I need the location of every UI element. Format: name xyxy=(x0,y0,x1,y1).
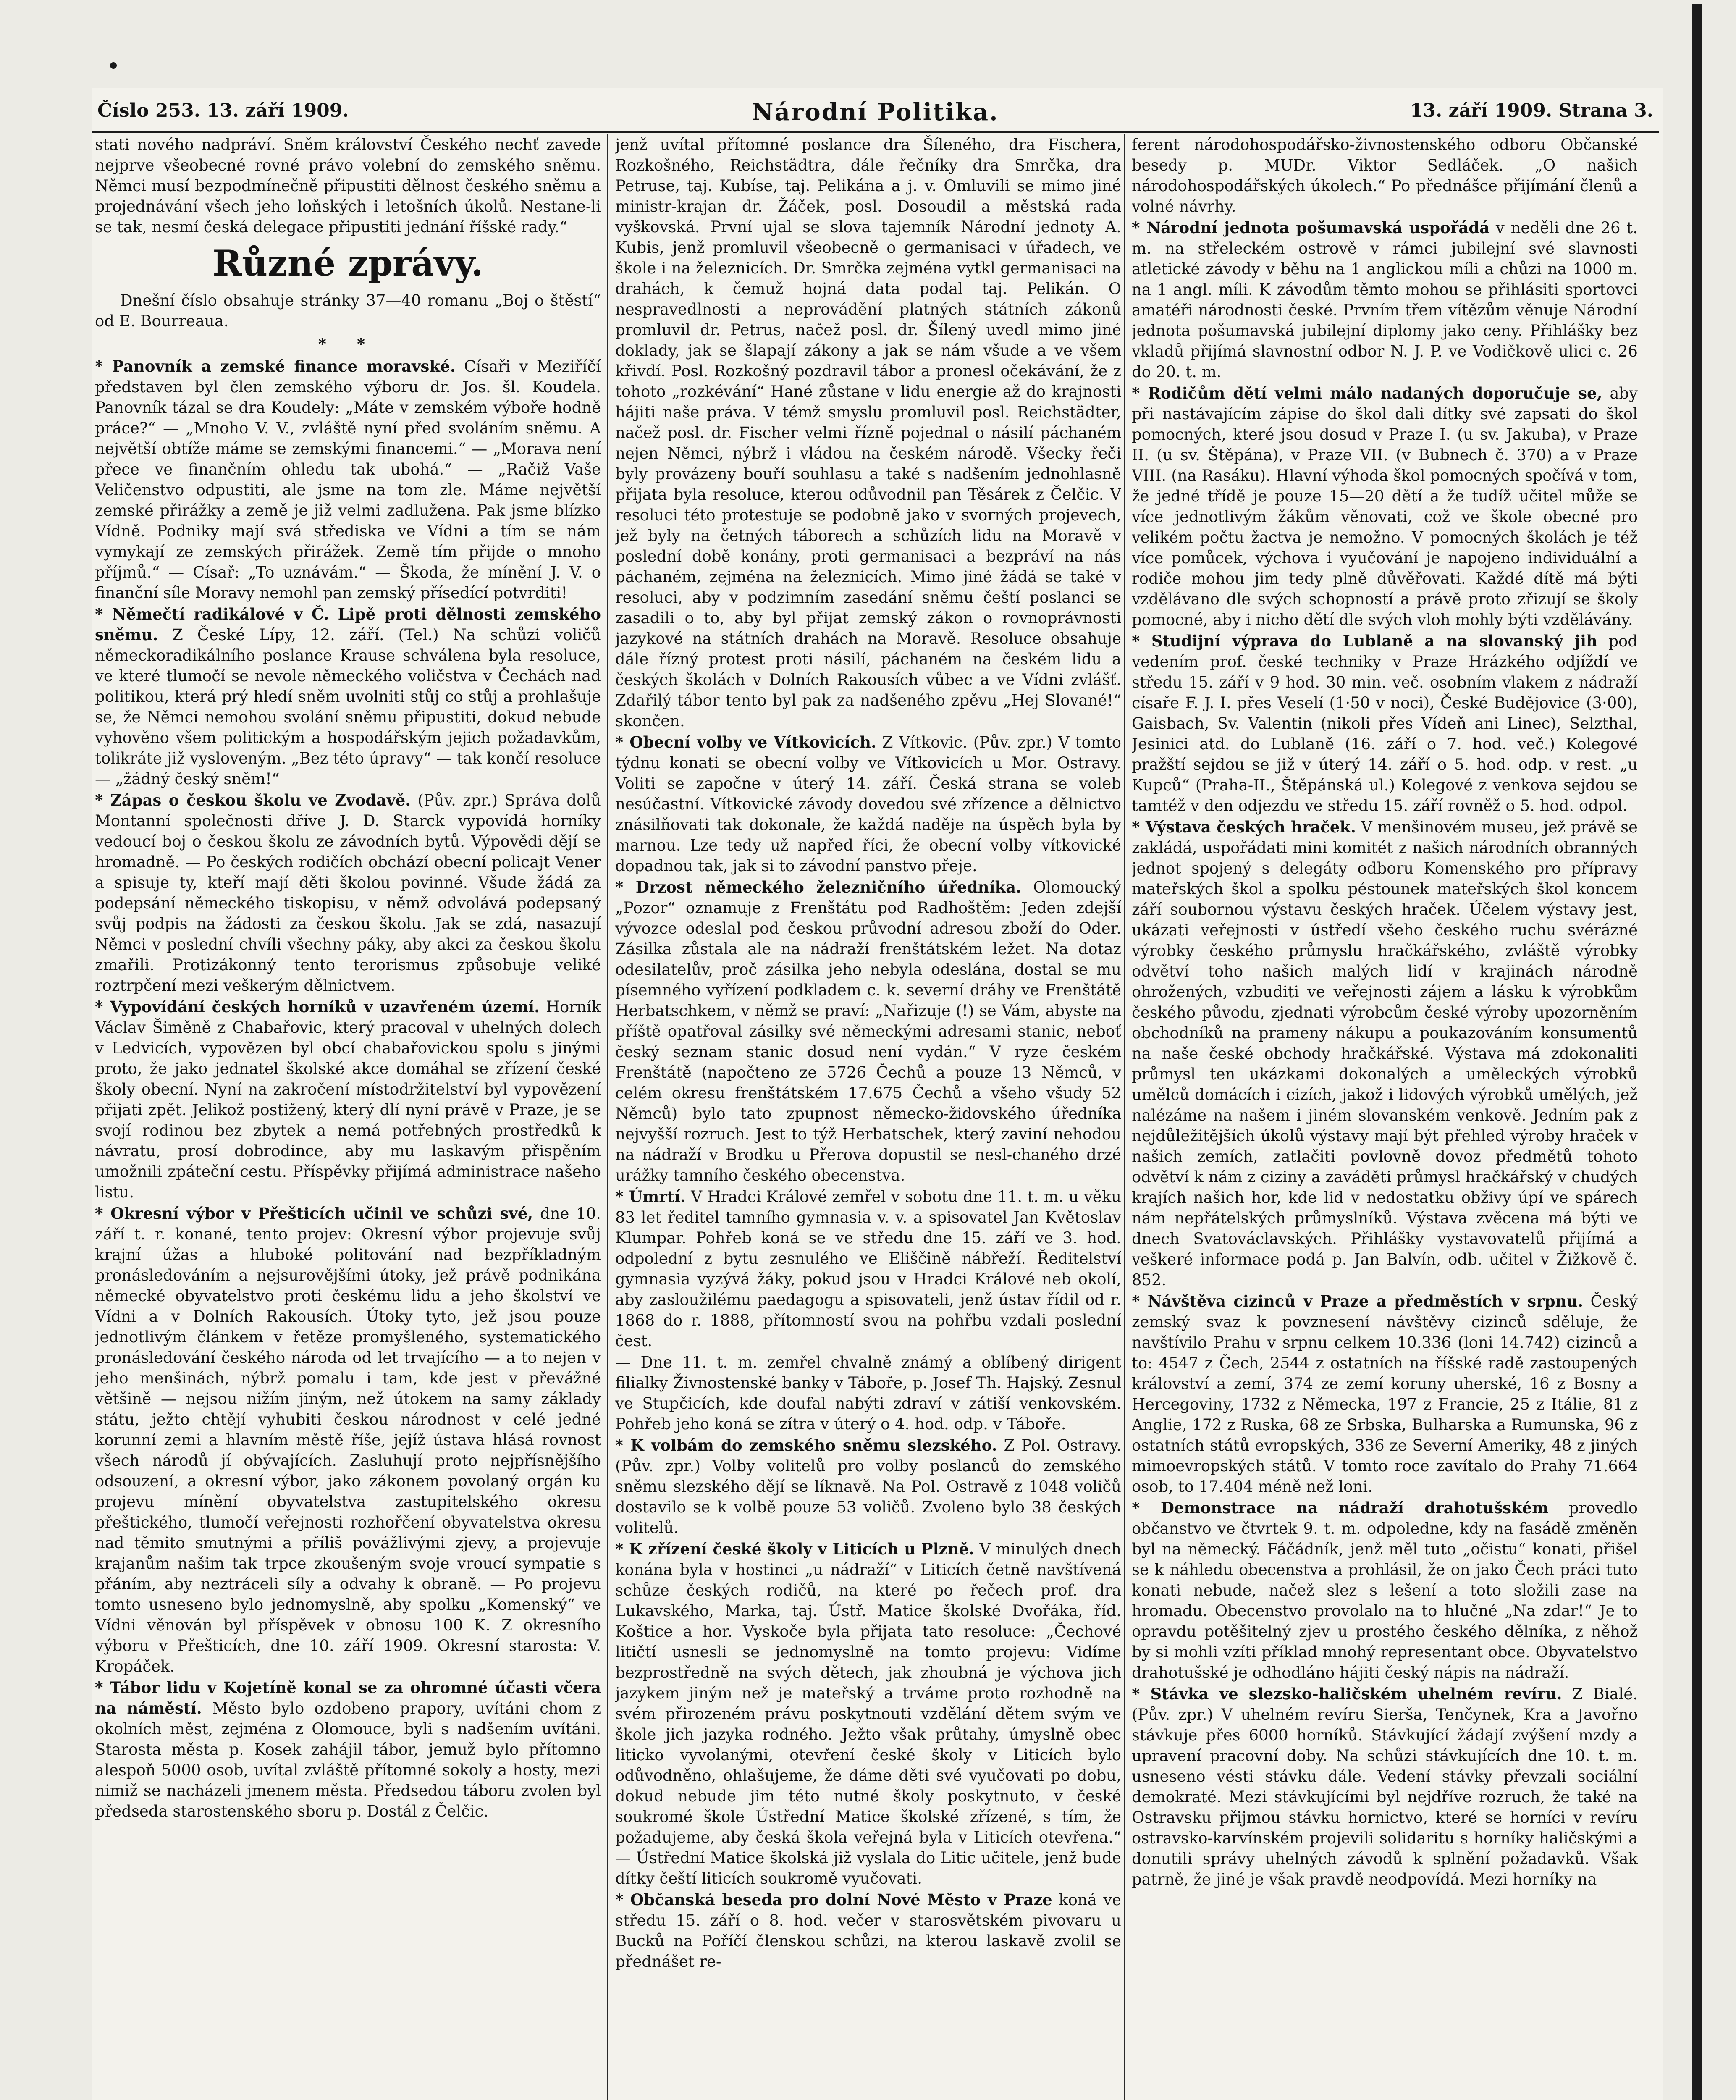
news-item xyxy=(95,1203,601,1677)
news-headline: * Němečtí radikálové v Č. Lipě proti dělnosti zemského sněmu. xyxy=(95,605,601,644)
news-headline: * Demonstrace na nádraží drahotušském xyxy=(1132,1499,1549,1517)
news-body: Císaři v Meziříčí představen byl člen zemského výboru dr. Jos. šl. Koudela. Panovník tázal se dra Koudely: „Máte v zemském výboře hodně práce?“ — „Mnoho V. V., zvláště nyní před svoláním sněmu. A největší obtíže máme se zemskými financemi.“ — „Morava není přece ve finančním ohledu tak ubohá.“ — „Račiž Vaše Veličenstvo odpustiti, ale jsme na tom zle. Máme největší zemské přirážky a země je již velmi zadlužena. Pak jsme blízko Vídně. Podniky mají svá střediska ve Vídni a tím se nám vymykají ze zemských přirážek. Země tím přijde o mnoho příjmů.“ — Císař: „To uznávám.“ — Škoda, že mínění J. V. o finanční síle Moravy nemohl pan zemský přísedící potvrditi! xyxy=(95,357,601,602)
column-2 xyxy=(615,134,1121,2100)
news-headline: * Vypovídání českých horníků v uzavřeném území. xyxy=(95,998,540,1016)
news-body: Olomoucký „Pozor“ oznamuje z Frenštátu pod Radhoštěm: Jeden zdejší vývozce odeslal pod českou průvodní adresou zboží do Oder. Zásilka zůstala ale na nádraží frenštátském ležet. Na dotaz odesilatelův, proč zásilka jeho nebyla odeslána, dostal se mu písemného vyřízení podkladem c. k. severní dráhy ve Frenštátě Herbatschkem, v němž se praví: „Nařizuje (!) se Vám, abyste na příště opatřoval zásilky své německými adresami stanic, neboť český seznam stanic dosud není vydán.“ V ryze českém Frenštátě (napočteno ze 5726 Čechů a pouze 13 Němců, v celém okresu frenštátském 17.675 Čechů a všeho všudy 52 Němců) bylo tato zpupnost německo-židovského úředníka nejvyšší rozruch. Jest to týž Herbatschek, který zaviní nehodou na nádraží v Brodku u Přerova dopustil se nesl-chaného drzé urážky tamního českého obecenstva. xyxy=(615,878,1121,1184)
news-body: v neděli dne 26 t. m. na střeleckém ostrově v rámci jubilejní své slavnosti atletické závody v běhu na 1 anglickou míli a chůzi na 1000 m. na 1 angl. míli. K závodům těmto mohou se přihlásiti sportovci amatéři národnosti české. Prvním třem vítězům věnuje Národní jednota pošumavská jubilejní diplomy jako ceny. Přihlášky bez vkladů přijímá slavnostní odbor N. J. P. ve Vodičkově ulici c. 26 do 20. t. m. xyxy=(1132,219,1638,381)
news-body: aby při nastávajícím zápise do škol dali dítky své zapsati do škol pomocných, které jsou dosud v Praze I. (u sv. Jakuba), v Praze II. (u sv. Štěpána), v Praze VII. (v Bubnech č. 370) a v Praze VIII. (na Rasáku). Hlavní výhoda škol pomocných spočívá v tom, že jedné třídě je pouze 15—20 dětí a že tudíž učitel může se více jednotlivým žákům věnovati, což ve škole obecné pro velikém počtu žactva je nemožno. V pomocných školách je též více pomůcek, výchova i vyučování je napojeno individuální a rodiče mohou jim tedy plně důvěřovati. Každé dítě má býti vzdělávano dle svých schopností a právě proto zřizují se školy pomocné, aby i nicho dětí dle svých vloh mohly býti vzdělávány. xyxy=(1132,384,1638,629)
article-continuation: stati nového nadpráví. Sněm království Českého nechť zavede nejprve všeobecné rovné právo volební do zemského sněmu. Němci musí bezpodmínečně připustiti dělnost českého sněmu a projednávání všech jeho loňských i letošních úkolů. Nestane-li se tak, nesmí česká delegace připustiti jednání říšské rady.“ xyxy=(95,136,601,236)
news-headline: * Panovník a zemské finance moravské. xyxy=(95,357,456,375)
masthead xyxy=(97,100,1653,129)
article-continuation: jenž uvítal přítomné poslance dra Šíleného, dra Fischera, Rozkošného, Reichstädtra, dále řečníky dra Smrčka, dra Petruse, taj. Kubíse, taj. Pelikána a j. v. Omluvili se mimo jiné ministr-krajan dr. Žáček, posl. Dosoudil a městská rada vyškovská. První ujal se slova tajemník Národní jednoty A. Kubis, jenž promluvil všeobecně o germanisaci v úřadech, ve škole i na železnicích. Dr. Smrčka zejména vytkl germanisaci na drahách, k čemuž hojná data podal taj. Pelikán. O nespravedlnosti a neprovádění platných státních zákonů promluvil dr. Petrus, načež posl. dr. Šílený uvedl mimo jiné doklady, jak se šlapají zákony a jak se nám všude a ve všem křivdí. Posl. Rozkošný pozdravil tábor a pronesl očekávání, že z tohoto „rozkévání“ Hané zůstane v lidu energie až do krajnosti hájiti naše práva. V témž smyslu promluvil posl. Reichstädter, načež posl. dr. Fischer velmi řízně pojednal o násilí páchaném nejen Němci, nýbrž i vládou na českém národě. Všecky řeči byly provázeny bouří souhlasu a také s nadšením jednohlasně přijata byla resoluce, kterou odůvodnil pan Těsárek z Čelčic. V resoluci této protestuje se podobně jako v svorných projevech, jež byly na četných táborech a schůzích lidu na Moravě v poslední době konány, proti germanisaci a bezpráví na nás páchaném, zejména na železnicích. Mimo jiné žádá se také v resoluci, aby v podzimním zasedání sněmu čeští poslanci se zasadili o to, aby byl přijat zemský zákon o rovnoprávnosti jazykové na státních drahách na Moravě. Resoluce obsahuje dále řízný protest proti násilí, páchaném na českém lidu a českých školách v Dolních Rakousích vůbec a ve Vídni zvlášť. Zdařilý tábor tento byl pak za nadšeného zpěvu „Hej Slované!“ skončen. xyxy=(615,136,1121,730)
news-item xyxy=(95,997,601,1202)
news-headline: * Výstava českých hraček. xyxy=(1132,818,1356,836)
news-item xyxy=(615,1539,1121,1889)
news-headline: * Občanská beseda pro dolní Nové Město v Praze xyxy=(615,1890,1052,1909)
news-item xyxy=(1132,1291,1638,1497)
news-item xyxy=(1132,631,1638,816)
news-body: Z Bialé. (Pův. zpr.) V uhelném revíru Sierša, Tenčynek, Kra a Javořno stávkuje přes 6000 horníků. Stávkující žádají zvýšení mzdy a upravení pracovní doby. Na schůzi stávkujících dne 10. t. m. usneseno vésti stávku dále. Vedení stávky převzali sociální demokraté. Mezi stávkujícími byl nejdříve rozruch, že také na Ostravsku přijmou stávku hornictvo, které se horníci v revíru ostravsko-karvínském projevili solidaritu s horníky haličskými a donutili správy uhelných závodů k splnění požadavků. Však patrně, že jiné je však pravdě neodpovídá. Mezi horníky na xyxy=(1132,1685,1638,1888)
news-item xyxy=(615,1890,1121,1972)
column-3 xyxy=(1132,134,1638,2100)
section-heading: Různé zprávy. xyxy=(212,242,483,284)
news-headline: * Úmrtí. xyxy=(615,1187,686,1206)
news-body: V Hradci Králové zemřel v sobotu dne 11. t. m. u věku 83 let ředitel tamního gymnasia v. v. a spisovatel Jan Květoslav Klumpar. Pohřeb koná se ve středu dne 15. září ve 3. hod. odpolední z bytu zesnulého ve Eliščině nábřeží. Ředitelství gymnasia vyzývá žáky, pokud jsou v Hradci Králové neb okolí, aby zasloužilému paedagogu a spisovateli, jenž ústav řídil od r. 1868 do r. 1888, přítomností svou na pohřbu vzdali poslední čest. xyxy=(615,1188,1121,1350)
news-item xyxy=(1132,383,1638,630)
news-headline: * Rodičům dětí velmi málo nadaných doporučuje se, xyxy=(1132,384,1602,402)
news-headline: * Studijní výprava do Lublaně a na slovanský jih xyxy=(1132,632,1597,650)
ink-dot xyxy=(110,62,117,69)
news-item xyxy=(615,877,1121,1186)
news-item xyxy=(615,732,1121,876)
news-item xyxy=(615,1435,1121,1538)
news-item: — Dne 11. t. m. zemřel chvalně známý a oblíbený dirigent filialky Živnostenské banky v Táboře, p. Josef Th. Hajský. Zesnul ve Stupčicích, kde doufal nabýti zdraví v zátiší venkovském. Pohřeb jeho koná se zítra v úterý o 4. hod. odp. v Táboře. xyxy=(615,1353,1121,1433)
news-headline: * Národní jednota pošumavská uspořádá xyxy=(1132,218,1490,237)
news-body: dne 10. září t. r. konané, tento projev: Okresní výbor projevuje svůj krajní úžas a hluboké politování nad bezpříkladným pronásledováním a nejsurovějšími útoky, jež právě podnikána německé obyvatelstvo proti českému lidu a jeho školství ve Vídni a v Dolních Rakousích. Útoky tyto, jež jsou pouze jednotlivým článkem v řetěze promyšleného, systematického pronásledování českého národa od let trvajícího — a to nejen v jeho menšinách, nýbrž pomalu i tam, kde jest v převážné většině — nejsou nižím jiným, než útokem na samy základy státu, ježto chtějí vyhubiti českou národnost v celé jedné korunní zemi a hlavním městě říše, jejíž ústava hlásá rovnost všech národů jí obývajících. Zasluhují proto nejpřísnějšího odsouzení, a okresní výbor, jako zákonem povolaný orgán ku projevu mínění obyvatelstva zastupitelského okresu přeštického, tlumočí veřejnosti rozhořčení obyvatelstva okresu nad těmito smutnými a příliš povážlivými zjevy, a projevuje krajanům našim tak trpce zkoušeným svoje vroucí sympatie s přáním, aby neztráceli síly a odvahy k obraně. — Po projevu tomto usneseno bylo jednomyslně, aby spolku „Komenský“ ve Vídni věnován byl příspěvek v obnosu 100 K. Z okresního výboru v Přešticích, dne 10. září 1909. Okresní starosta: V. Kropáček. xyxy=(95,1205,601,1675)
news-headline: * K zřízení české školy v Liticích u Plzně. xyxy=(615,1540,974,1558)
news-body: (Pův. zpr.) Správa dolů Montanní společnosti dříve J. D. Starck vypovídá horníky vedoucí boj o českou školu ze závodních bytů. Výpovědi dějí se hromadně. — Po českých rodičích obchází obecní policajt Vener a spisuje ty, kteří mají děti školou povinné. Všude žádá za podepsání německého tiskopisu, v němž odvolává podepsaný svůj podpis na žádosti za českou školu. Jak se zdá, nasazují Němci v poslední chvíli všechny páky, aby akci za českou školu zmařili. Protizákonný tento terorismus způsobuje veliké roztrpčení mezi veškerým dělnictvem. xyxy=(95,791,601,995)
news-headline: * Zápas o českou školu ve Zvodavě. xyxy=(95,791,411,809)
news-item xyxy=(95,356,601,603)
news-body: V menšinovém museu, jež právě se zakládá, uspořádati mini komitét z našich národních obranných jednot spojený s delegáty odboru Komenského pro přípravy mateřských škol a spolku péstounek mateřských škol koncem září soubornou výstavu českých hraček. Účelem výstavy jest, ukázati veřejnosti v ústředí všeho českého ruchu svérázné výrobky českého průmyslu hračkářského, zvláště výrobky odvětví toho našich malých lidí v krajinách národně ohrožených, vzbuditi ve veřejnosti zájem a lásku k výrobkům českého původu, zjednati výrobcům české výroby upozorněním obchodníků na prameny nákupu a poukazováním konsumentů na naše české obchody hračkářské. Výstava má zdokonaliti průmysl ten ukázkami dokonalých a uměleckých výrobků umělců domácích i cizích, jakož i lidových výrobků umělých, jež nalézáme na našem i jiném slovanském venkově. Jedním pak z nejdůležitějších úkolů výstavy mají být přehled výroby hraček v našich zemích, zatlačiti povlovně dovoz předmětů tohoto odvětví k nám z ciziny a zaváděti průmysl hračkářský v chudých krajích našich hor, kde lid v nedostatku obživy úpí ve spárech nám nepřátelských průmyslníků. Výstava zvěcena má býti ve dnech Svatováclavských. Přihlášky vystavovatelů přijímá a veškeré informace podá p. Jan Balvín, odb. učitel v Žižkově č. 852. xyxy=(1132,818,1638,1289)
news-body: V minulých dnech konána byla v hostinci „u nádraží“ v Liticích četně navštívená schůze českých rodičů, na které po řečech prof. dra Lukavského, Marka, taj. Ústř. Matice školské Dvořáka, říd. Koštice a hor. Vyskoče byla přijata tato resoluce: „Čechové litičtí usnesli se jednomyslně na tomto projevu: Vidíme bezprostředně na svých dětech, jak zhoubná je výchova jich jazykem jiným než je mateřský a trváme proto rozhodně na svém přirozeném právu poskytnouti vzdělání dětem svým ve škole jich jazyka rodného. Ježto však průtahy, úmyslně obec liticko vyvolanými, otevření české školy v Liticích bylo odůvodněno, ohlašujeme, že dáme děti své vyučovati po dobu, dokud nebude jim této nutné školy poskytnuto, v české soukromé škole Ústřední Matice školské zřízené, s tím, že požadujeme, aby česká škola veřejná byla v Liticích otevřena.“ — Ústřední Matice školská již vyslala do Litic učitele, jenž bude dítky čeští liticích soukromě vyučovati. xyxy=(615,1540,1121,1887)
news-item xyxy=(95,790,601,996)
column-divider xyxy=(1124,134,1125,2100)
news-item xyxy=(1132,1498,1638,1683)
news-item xyxy=(1132,1684,1638,1890)
news-body: koná ve středu 15. září o 8. hod. večer v starosvětském pivovaru u Bucků na Poříčí členskou schůzi, na kterou laskavě zvolil se přednášet re- xyxy=(615,1891,1121,1971)
news-body: provedlo občanstvo ve čtvrtek 9. t. m. odpoledne, kdy na fasádě změněn byl na německý. Fáčádník, jenž měl tuto „očistu“ konati, přišel se k náhledu obecenstva a prohlásil, že on jako Čech práci tuto konati nebude, načež slez s lešení a toto složili zase na hromadu. Obecenstvo provolalo na to hlučné „Na zdar!“ Je to opravdu potěšitelný zjev u prostého českého dělníka, z něhož by si mohli vzíti příklad mnohý representant obce. Obyvatelstvo drahotušské je odhodláno hájiti český nápis na nádraží. xyxy=(1132,1499,1638,1682)
news-headline: * Tábor lidu v Kojetíně konal se za ohromné účasti včera na náměstí. xyxy=(95,1678,601,1717)
news-headline: * Drzost německého železničního úředníka. xyxy=(615,878,1022,896)
news-item xyxy=(1132,218,1638,382)
newspaper-title: Národní Politika. xyxy=(752,98,999,126)
column-divider xyxy=(607,134,608,2100)
separator-stars: * * xyxy=(318,335,378,353)
news-body: Z Vítkovic. (Pův. zpr.) V tomto týdnu konati se obecní volby ve Vítkovicích u Mor. Ostravy. Voliti se započne v úterý 14. září. Česká strana se voleb nesúčastní. Vítkovické závody dovedou své zřízence a dělnictvo znásilňovati tak dokonale, že každá naděje na úspěch byla by marnou. Lze tedy už napřed říci, že obecní volby vítkovické dopadnou tak, jak si to závodní panstvo přeje. xyxy=(615,733,1121,875)
news-item xyxy=(1132,817,1638,1290)
news-headline: * Stávka ve slezsko-haličském uhelném revíru. xyxy=(1132,1685,1562,1703)
column-1 xyxy=(95,134,601,2100)
news-body: pod vedením prof. české techniky v Praze Hrázkého odjíždí ve středu 15. září v 9 hod. 30 min. več. osobním vlakem z nádraží císaře F. J. I. přes Veselí (1·50 v noci), České Budějovice (3·00), Gaisbach, Sv. Valentin (nikoli přes Vídeň ani Linec), Selzthal, Jesinici atd. do Lublaně (16. září o 7. hod. več.) Kolegové pražští sejdou se již v úterý 14. září o 5. hod. odp. v rest. „u Kupců“ (Praha-II., Štěpánská ul.) Kolegové z venkova sejdou se tamtéž v den odjezdu ve středu 15. září rovněž o 5. hod. odpol. xyxy=(1132,632,1638,815)
news-body: Horník Václav Šiměně z Chabařovic, který pracoval v uhelných dolech v Ledvicích, vypovězen byl obcí chabařovickou spolu s jinými proto, že jako jednatel školské akce domáhal se zřízení české školy obecní. Nyní na zakročení místodržitelství byl vypovězení přijati zpět. Jelikož postižený, který dlí nyní právě v Praze, je se svojí rodinou bez zbytek a nemá potřebných prostředků k návratu, prosí dobrodince, aby mu laskavým přispěním umožnili zpáteční cestu. Příspěvky přijímá administrace našeho listu. xyxy=(95,998,601,1201)
news-headline: * K volbám do zemského sněmu slezského. xyxy=(615,1436,997,1454)
section-intro: Dnešní číslo obsahuje stránky 37—40 romanu „Boj o štěstí“ od E. Bourreaua. xyxy=(95,291,601,330)
news-headline: * Návštěva cizinců v Praze a předměstích v srpnu. xyxy=(1132,1292,1584,1310)
news-item xyxy=(95,604,601,789)
news-body: Z Pol. Ostravy. (Pův. zpr.) Volby volitelů pro volby poslanců do zemského sněmu slezského dějí se líknavě. Na Pol. Ostravě z 1048 voličů dostavilo se k volbě pouze 53 voličů. Zvoleno bylo 38 českých volitelů. xyxy=(615,1436,1121,1537)
news-item xyxy=(95,1677,601,1822)
news-body: Český zemský svaz k povznesení návštěvy cizinců sděluje, že navštívilo Prahu v srpnu celkem 10.336 (loni 14.742) cizinců a to: 4547 z Čech, 2544 z ostatních na říšské radě zastoupených království a zemí, 374 ze zemí koruny uherské, 16 z Bosny a Hercegoviny, 1732 z Německa, 197 z Francie, 25 z Itálie, 81 z Anglie, 172 z Ruska, 68 ze Srbska, Bulharska a Rumunska, 96 z ostatních států evropských, 336 ze Severní Ameriky, 48 z jiných mimoevropských států. V tomto roce zavítalo do Prahy 71.664 osob, to 17.404 méně než loni. xyxy=(1132,1292,1638,1496)
scan-edge xyxy=(1692,4,1702,2100)
header-rule xyxy=(92,131,1659,133)
article-continuation: ferent národohospodářsko-živnostenského odboru Občanské besedy p. MUDr. Viktor Sedláček. „O našich národohospodářských úkolech.“ Po přednášce přijímání členů a volné návrhy. xyxy=(1132,136,1638,215)
page-number: 13. září 1909. Strana 3. xyxy=(1410,100,1653,121)
news-headline: * Okresní výbor v Přešticích učinil ve schůzi své, xyxy=(95,1204,533,1223)
news-body: Z České Lípy, 12. září. (Tel.) Na schůzi voličů německoradikálního poslance Krause schválena byla resoluce, ve které tlumočí se nevole německého voličstva v Čechách nad politikou, která prý hledí sněm uvolniti stůj co stůj a prohlašuje se, že Němci nemohou svolání sněmu připustiti, dokud nebude vyhověno všem politickým a hospodářským jejich požadavkům, tolikráte již vysloveným. „Bez této úpravy“ — tak končí resoluce — „žádný český sněm!“ xyxy=(95,626,601,788)
issue-date: Číslo 253. 13. září 1909. xyxy=(97,100,349,121)
news-body: Město bylo ozdobeno prapory, uvítáni chom z okolních měst, zejména z Olomouce, byli s nadšením uvítáni. Starosta města p. Kosek zahájil tábor, jemuž bylo přítomno alespoň 5000 osob, uvítal zvláště přítomné sokoly a hosty, mezi nimiž se nacházeli jmenem města. Předsedou táboru zvolen byl předseda starostenského sboru p. Dostál z Čelčic. xyxy=(95,1699,601,1820)
news-item xyxy=(615,1186,1121,1351)
news-headline: * Obecní volby ve Vítkovicích. xyxy=(615,733,876,751)
